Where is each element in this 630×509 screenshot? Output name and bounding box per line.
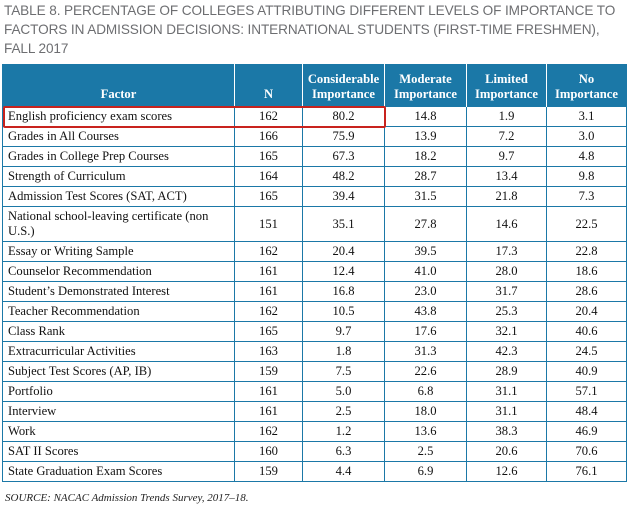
cell-factor: Portfolio [3, 382, 235, 402]
cell-none: 76.1 [547, 462, 627, 482]
cell-n: 162 [235, 422, 303, 442]
cell-factor: Student’s Demonstrated Interest [3, 282, 235, 302]
cell-limited: 31.1 [467, 382, 547, 402]
cell-limited: 1.9 [467, 107, 547, 127]
cell-n: 164 [235, 167, 303, 187]
cell-none: 70.6 [547, 442, 627, 462]
table-row [3, 207, 627, 242]
table-row [3, 442, 627, 462]
cell-considerable: 20.4 [303, 242, 385, 262]
cell-limited: 14.6 [467, 207, 547, 242]
cell-considerable: 75.9 [303, 127, 385, 147]
cell-limited: 7.2 [467, 127, 547, 147]
cell-factor: Interview [3, 402, 235, 422]
table-row [3, 382, 627, 402]
cell-n: 165 [235, 187, 303, 207]
cell-factor: Subject Test Scores (AP, IB) [3, 362, 235, 382]
cell-limited: 20.6 [467, 442, 547, 462]
cell-limited: 12.6 [467, 462, 547, 482]
table-row [3, 362, 627, 382]
cell-considerable: 48.2 [303, 167, 385, 187]
table-row [3, 147, 627, 167]
cell-limited: 38.3 [467, 422, 547, 442]
cell-considerable: 16.8 [303, 282, 385, 302]
cell-factor: Class Rank [3, 322, 235, 342]
table-row [3, 107, 627, 127]
cell-limited: 28.9 [467, 362, 547, 382]
cell-considerable: 10.5 [303, 302, 385, 322]
cell-limited: 21.8 [467, 187, 547, 207]
cell-none: 9.8 [547, 167, 627, 187]
cell-limited: 13.4 [467, 167, 547, 187]
cell-factor: English proficiency exam scores [3, 107, 235, 127]
table-row [3, 342, 627, 362]
header-n: N [235, 64, 303, 107]
cell-none: 22.5 [547, 207, 627, 242]
cell-n: 161 [235, 262, 303, 282]
cell-moderate: 13.6 [385, 422, 467, 442]
cell-none: 3.1 [547, 107, 627, 127]
cell-moderate: 28.7 [385, 167, 467, 187]
cell-limited: 32.1 [467, 322, 547, 342]
table-row [3, 127, 627, 147]
table-title: TABLE 8. PERCENTAGE OF COLLEGES ATTRIBUTING DIFFERENT LEVELS OF IMPORTANCE TO FACTORS IN ADMISSION DECISIONS: INTERNATIONAL STUDENTS (FIRST-TIME FRESHMEN), FALL 2017 [4, 3, 616, 56]
cell-considerable: 39.4 [303, 187, 385, 207]
cell-considerable: 1.2 [303, 422, 385, 442]
cell-none: 46.9 [547, 422, 627, 442]
cell-n: 162 [235, 107, 303, 127]
cell-factor: National school-leaving certificate (non U.S.) [3, 207, 235, 242]
table-row [3, 402, 627, 422]
cell-factor: Grades in College Prep Courses [3, 147, 235, 167]
cell-moderate: 13.9 [385, 127, 467, 147]
cell-moderate: 23.0 [385, 282, 467, 302]
cell-factor: Extracurricular Activities [3, 342, 235, 362]
cell-factor: Counselor Recommendation [3, 262, 235, 282]
cell-moderate: 27.8 [385, 207, 467, 242]
cell-n: 160 [235, 442, 303, 462]
cell-none: 40.6 [547, 322, 627, 342]
cell-n: 159 [235, 362, 303, 382]
cell-n: 161 [235, 382, 303, 402]
cell-factor: SAT II Scores [3, 442, 235, 462]
cell-considerable: 5.0 [303, 382, 385, 402]
cell-moderate: 14.8 [385, 107, 467, 127]
cell-moderate: 39.5 [385, 242, 467, 262]
cell-n: 162 [235, 242, 303, 262]
header-limited: Limited Importance [467, 64, 547, 107]
header-factor: Factor [3, 64, 235, 107]
cell-limited: 42.3 [467, 342, 547, 362]
cell-factor: Essay or Writing Sample [3, 242, 235, 262]
cell-n: 151 [235, 207, 303, 242]
table-row [3, 322, 627, 342]
cell-none: 28.6 [547, 282, 627, 302]
cell-moderate: 2.5 [385, 442, 467, 462]
cell-n: 165 [235, 147, 303, 167]
cell-considerable: 7.5 [303, 362, 385, 382]
cell-moderate: 17.6 [385, 322, 467, 342]
cell-moderate: 31.5 [385, 187, 467, 207]
cell-n: 161 [235, 402, 303, 422]
cell-n: 163 [235, 342, 303, 362]
cell-n: 161 [235, 282, 303, 302]
cell-none: 20.4 [547, 302, 627, 322]
cell-none: 40.9 [547, 362, 627, 382]
table-row [3, 462, 627, 482]
cell-limited: 31.1 [467, 402, 547, 422]
cell-moderate: 18.0 [385, 402, 467, 422]
cell-considerable: 80.2 [303, 107, 385, 127]
cell-factor: Work [3, 422, 235, 442]
cell-n: 165 [235, 322, 303, 342]
cell-considerable: 9.7 [303, 322, 385, 342]
cell-considerable: 1.8 [303, 342, 385, 362]
cell-considerable: 4.4 [303, 462, 385, 482]
cell-moderate: 41.0 [385, 262, 467, 282]
table-row [3, 167, 627, 187]
header-row [3, 64, 627, 107]
cell-considerable: 67.3 [303, 147, 385, 167]
cell-none: 7.3 [547, 187, 627, 207]
cell-factor: Strength of Curriculum [3, 167, 235, 187]
cell-considerable: 2.5 [303, 402, 385, 422]
cell-n: 162 [235, 302, 303, 322]
cell-factor: Admission Test Scores (SAT, ACT) [3, 187, 235, 207]
cell-factor: State Graduation Exam Scores [3, 462, 235, 482]
table-body [3, 107, 627, 482]
header-moderate: Moderate Importance [385, 64, 467, 107]
cell-n: 159 [235, 462, 303, 482]
cell-none: 57.1 [547, 382, 627, 402]
data-table-container [2, 64, 626, 482]
cell-none: 18.6 [547, 262, 627, 282]
cell-moderate: 6.9 [385, 462, 467, 482]
cell-limited: 17.3 [467, 242, 547, 262]
header-considerable: Considerable Importance [303, 64, 385, 107]
cell-moderate: 6.8 [385, 382, 467, 402]
cell-moderate: 18.2 [385, 147, 467, 167]
cell-moderate: 43.8 [385, 302, 467, 322]
table-row [3, 187, 627, 207]
cell-moderate: 22.6 [385, 362, 467, 382]
cell-factor: Teacher Recommendation [3, 302, 235, 322]
importance-table [2, 64, 627, 482]
cell-limited: 31.7 [467, 282, 547, 302]
header-none: No Importance [547, 64, 627, 107]
cell-none: 24.5 [547, 342, 627, 362]
cell-moderate: 31.3 [385, 342, 467, 362]
table-row [3, 242, 627, 262]
cell-considerable: 6.3 [303, 442, 385, 462]
cell-limited: 9.7 [467, 147, 547, 167]
cell-none: 3.0 [547, 127, 627, 147]
cell-considerable: 12.4 [303, 262, 385, 282]
table-row [3, 282, 627, 302]
cell-considerable: 35.1 [303, 207, 385, 242]
cell-none: 22.8 [547, 242, 627, 262]
cell-limited: 28.0 [467, 262, 547, 282]
table-row [3, 422, 627, 442]
cell-none: 4.8 [547, 147, 627, 167]
table-row [3, 302, 627, 322]
cell-factor: Grades in All Courses [3, 127, 235, 147]
cell-none: 48.4 [547, 402, 627, 422]
cell-n: 166 [235, 127, 303, 147]
table-row [3, 262, 627, 282]
source-note: SOURCE: NACAC Admission Trends Survey, 2017–18. [5, 492, 249, 504]
cell-limited: 25.3 [467, 302, 547, 322]
